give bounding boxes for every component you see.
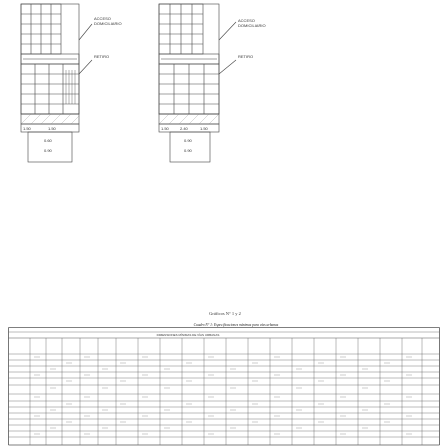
plan-right-dim-5: 0.90 [184,148,192,153]
plan-right-dim-2: 2.40 [180,126,188,131]
plan-right-label-access: ACCESO [238,18,255,23]
figure-caption: Gráficos N° 1 y 2 [209,311,241,316]
plan-figure-right [156,0,296,190]
table-title: Cuadro N° 1: Especificaciones mínimas para vías urbanas [193,323,279,327]
plan-left-label-retreat: RETIRO [94,54,110,59]
plan-left-dim-3: 0.60 [44,138,52,143]
plan-right-dim-1: 1.50 [161,126,169,131]
plan-left-dim-2: 1.50 [48,126,56,131]
specifications-table-grid [8,327,440,446]
specifications-table [8,327,440,446]
table-header-text: DIMENSIONES MÍNIMAS DE VÍAS URBANAS [156,333,220,337]
plan-left-label-domiciliary: DOMICILIARIO [94,21,122,26]
plan-left-label-access: ACCESO [94,16,111,21]
plan-right-dim-4: 0.90 [184,138,192,143]
plan-right-dim-3: 1.50 [200,126,208,131]
plan-left-dim-4: 0.90 [44,148,52,153]
plan-figure-left [18,0,146,190]
plan-right-label-retreat: RETIRO [238,54,254,59]
plan-right-label-domiciliary: DOMICILIARIO [238,23,266,28]
plan-left-dim-1: 1.50 [23,126,31,131]
